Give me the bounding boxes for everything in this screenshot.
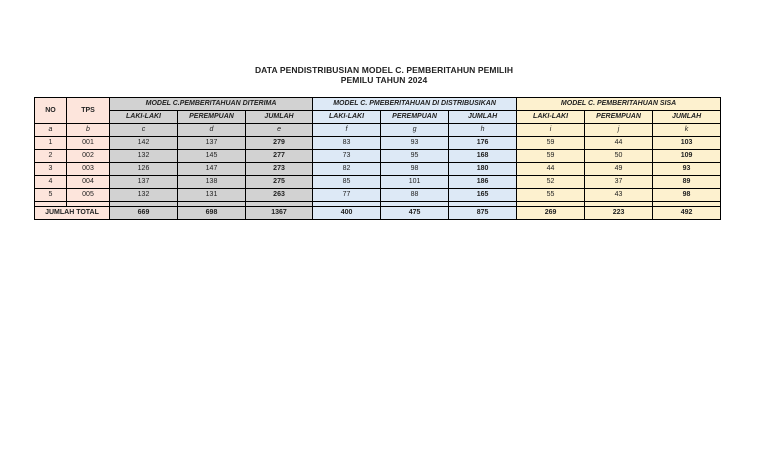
total-sisa-perempuan: 223 — [585, 207, 653, 220]
cell-tps: 005 — [67, 189, 110, 202]
cell-tps: 003 — [67, 163, 110, 176]
cell-no: 3 — [35, 163, 67, 176]
letter-cell: b — [67, 124, 110, 137]
cell-distribusi-jumlah: 186 — [449, 176, 517, 189]
table-row — [35, 176, 721, 189]
letter-cell: h — [449, 124, 517, 137]
document-subtitle: PEMILU TAHUN 2024 — [340, 75, 428, 85]
cell-diterima-perempuan: 137 — [178, 137, 246, 150]
header-row-sub — [35, 111, 721, 124]
cell-distribusi-jumlah: 176 — [449, 137, 517, 150]
header-no: NO — [35, 98, 67, 124]
total-diterima-jumlah: 1367 — [246, 207, 313, 220]
cell-diterima-laki: 126 — [110, 163, 178, 176]
letter-cell: d — [178, 124, 246, 137]
cell-no: 2 — [35, 150, 67, 163]
letter-cell: j — [585, 124, 653, 137]
header-sisa-jumlah: JUMLAH — [653, 111, 721, 124]
letter-cell: f — [313, 124, 381, 137]
letter-cell: k — [653, 124, 721, 137]
cell-no: 4 — [35, 176, 67, 189]
letter-cell: e — [246, 124, 313, 137]
cell-distribusi-perempuan: 93 — [381, 137, 449, 150]
cell-distribusi-jumlah: 165 — [449, 189, 517, 202]
cell-sisa-laki: 59 — [517, 150, 585, 163]
cell-sisa-perempuan: 50 — [585, 150, 653, 163]
total-row — [35, 207, 721, 220]
cell-distribusi-jumlah: 168 — [449, 150, 517, 163]
cell-sisa-jumlah: 109 — [653, 150, 721, 163]
total-distribusi-laki: 400 — [313, 207, 381, 220]
cell-sisa-laki: 55 — [517, 189, 585, 202]
cell-tps: 004 — [67, 176, 110, 189]
total-diterima-laki: 669 — [110, 207, 178, 220]
header-sisa-laki: LAKI-LAKI — [517, 111, 585, 124]
document-title: DATA PENDISTRIBUSIAN MODEL C. PEMBERITAHUN PEMILIH — [254, 65, 514, 75]
total-diterima-perempuan: 698 — [178, 207, 246, 220]
cell-tps: 002 — [67, 150, 110, 163]
cell-distribusi-perempuan: 95 — [381, 150, 449, 163]
letter-cell: i — [517, 124, 585, 137]
cell-diterima-jumlah: 277 — [246, 150, 313, 163]
cell-sisa-perempuan: 43 — [585, 189, 653, 202]
header-diterima-jumlah: JUMLAH — [246, 111, 313, 124]
cell-no: 5 — [35, 189, 67, 202]
total-label: JUMLAH TOTAL — [35, 207, 110, 220]
cell-diterima-perempuan: 131 — [178, 189, 246, 202]
distribution-table — [34, 97, 721, 220]
total-distribusi-jumlah: 875 — [449, 207, 517, 220]
table-row — [35, 163, 721, 176]
cell-no: 1 — [35, 137, 67, 150]
cell-diterima-perempuan: 145 — [178, 150, 246, 163]
cell-sisa-laki: 59 — [517, 137, 585, 150]
letter-cell: a — [35, 124, 67, 137]
cell-diterima-laki: 137 — [110, 176, 178, 189]
total-sisa-jumlah: 492 — [653, 207, 721, 220]
cell-tps: 001 — [67, 137, 110, 150]
cell-distribusi-laki: 82 — [313, 163, 381, 176]
cell-distribusi-laki: 73 — [313, 150, 381, 163]
total-distribusi-perempuan: 475 — [381, 207, 449, 220]
cell-sisa-perempuan: 49 — [585, 163, 653, 176]
cell-diterima-perempuan: 147 — [178, 163, 246, 176]
letter-row — [35, 124, 721, 137]
header-group-distribusi: MODEL C. PMEBERITAHUAN DI DISTRIBUSIKAN — [313, 98, 517, 111]
cell-sisa-jumlah: 103 — [653, 137, 721, 150]
cell-diterima-jumlah: 263 — [246, 189, 313, 202]
cell-sisa-perempuan: 44 — [585, 137, 653, 150]
header-row-groups — [35, 98, 721, 111]
letter-cell: c — [110, 124, 178, 137]
header-distribusi-perempuan: PEREMPUAN — [381, 111, 449, 124]
header-diterima-perempuan: PEREMPUAN — [178, 111, 246, 124]
cell-sisa-laki: 44 — [517, 163, 585, 176]
cell-diterima-laki: 132 — [110, 189, 178, 202]
cell-distribusi-laki: 85 — [313, 176, 381, 189]
cell-diterima-perempuan: 138 — [178, 176, 246, 189]
cell-sisa-jumlah: 89 — [653, 176, 721, 189]
header-sisa-perempuan: PEREMPUAN — [585, 111, 653, 124]
cell-sisa-jumlah: 98 — [653, 189, 721, 202]
cell-sisa-perempuan: 37 — [585, 176, 653, 189]
cell-distribusi-perempuan: 98 — [381, 163, 449, 176]
header-tps: TPS — [67, 98, 110, 124]
header-group-diterima: MODEL C.PEMBERITAHUAN DITERIMA — [110, 98, 313, 111]
table-row — [35, 137, 721, 150]
table-row — [35, 150, 721, 163]
cell-distribusi-perempuan: 88 — [381, 189, 449, 202]
table-row — [35, 189, 721, 202]
cell-sisa-laki: 52 — [517, 176, 585, 189]
cell-distribusi-perempuan: 101 — [381, 176, 449, 189]
cell-diterima-laki: 142 — [110, 137, 178, 150]
header-distribusi-laki: LAKI-LAKI — [313, 111, 381, 124]
letter-cell: g — [381, 124, 449, 137]
cell-distribusi-laki: 77 — [313, 189, 381, 202]
header-distribusi-jumlah: JUMLAH — [449, 111, 517, 124]
cell-diterima-jumlah: 279 — [246, 137, 313, 150]
cell-sisa-jumlah: 93 — [653, 163, 721, 176]
header-group-sisa: MODEL C. PEMBERITAHUAN SISA — [517, 98, 721, 111]
cell-diterima-laki: 132 — [110, 150, 178, 163]
total-sisa-laki: 269 — [517, 207, 585, 220]
cell-distribusi-laki: 83 — [313, 137, 381, 150]
cell-diterima-jumlah: 273 — [246, 163, 313, 176]
cell-diterima-jumlah: 275 — [246, 176, 313, 189]
cell-distribusi-jumlah: 180 — [449, 163, 517, 176]
header-diterima-laki: LAKI-LAKI — [110, 111, 178, 124]
